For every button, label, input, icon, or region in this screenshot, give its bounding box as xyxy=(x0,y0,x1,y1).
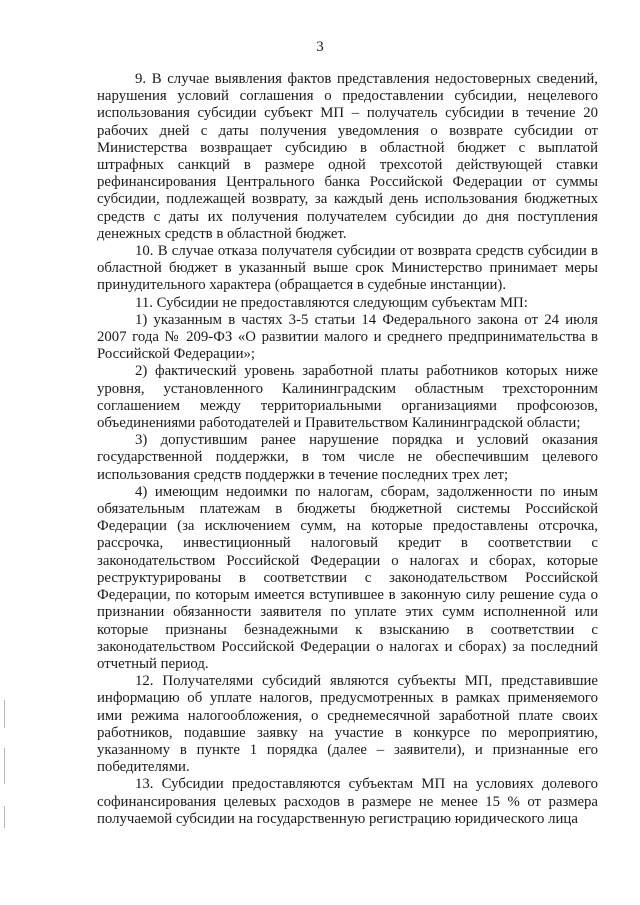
paragraph-11: 11. Субсидии не предоставляются следующим субъектам МП: xyxy=(135,294,528,311)
paragraph-11-item-3: 3) допустившим ранее нарушение порядка и условий оказания государственной поддержки, в том числе не обеспечившим целевого использования средств поддержки в течение последних трех лет; xyxy=(97,432,598,483)
scan-edge-mark xyxy=(4,806,5,828)
document-body xyxy=(97,71,598,828)
paragraph-10: 10. В случае отказа получателя субсидии от возврата средств субсидии в областной бюджет в указанный выше срок Министерство принимает меры принудительного характера (обращается в судебные инстанции). xyxy=(97,243,598,294)
paragraph-11-item-4: 4) имеющим недоимки по налогам, сборам, задолженности по иным обязательным платежам в бюджеты бюджетной системы Российской Федерации (за исключением сумм, на которые предоставлены отсрочка, рассрочка, инвестиционный налоговый кредит в соответствии с законодательством Российской Федерации о налогах и сборах, которые реструктурированы в соответствии с законодательством Российской Федерации, по которым имеется вступившее в законную силу решение суда о признании обязанности заявителя по уплате этих сумм исполненной или которые признаны безнадежными к взысканию в соответствии с законодательством Российской Федерации о налогах и сборах) за последний отчетный период. xyxy=(97,483,598,672)
paragraph-12: 12. Получателями субсидий являются субъекты МП, представившие информацию об уплате налогов, предусмотренных в рамках применяемого ими режима налогообложения, о среднемесячной заработной плате своих работников, подавшие заявку на участие в конкурсе по мероприятию, указанному в пункте 1 порядка (далее – заявители), и признанные его победителями. xyxy=(97,673,598,776)
scan-edge-mark xyxy=(4,700,5,728)
paragraph-11-item-2: 2) фактический уровень заработной платы работников которых ниже уровня, установленного Калининградским областным трехсторонним соглашением между территориальными организациями профсоюзов, объединениями работодателей и Правительством Калининградской области; xyxy=(97,363,598,432)
scan-edge-mark xyxy=(4,748,5,784)
paragraph-13: 13. Субсидии предоставляются субъектам МП на условиях долевого софинансирования целевых расходов в размере не менее 15 % от размера получаемой субсидии на государственную регистрацию юридического лица xyxy=(97,776,598,827)
paragraph-9: 9. В случае выявления фактов представления недостоверных сведений, нарушения условий соглашения о предоставлении субсидии, нецелевого использования субсидии субъект МП – получатель субсидии в течение 20 рабочих дней с даты получения уведомления о возврате субсидии от Министерства возвращает субсидию в областной бюджет с выплатой штрафных санкций в размере одной трехсотой действующей ставки рефинансирования Центрального банка Российской Федерации от суммы субсидии, подлежащей возврату, за каждый день использования бюджетных средств с даты их получения получателем субсидии до дня поступления денежных средств в областной бюджет. xyxy=(97,71,598,242)
page-number: 3 xyxy=(316,39,324,55)
paragraph-11-item-1: 1) указанным в частях 3-5 статьи 14 Федерального закона от 24 июля 2007 года № 209-ФЗ «О развитии малого и среднего предпринимательства в Российской Федерации»; xyxy=(97,311,598,363)
